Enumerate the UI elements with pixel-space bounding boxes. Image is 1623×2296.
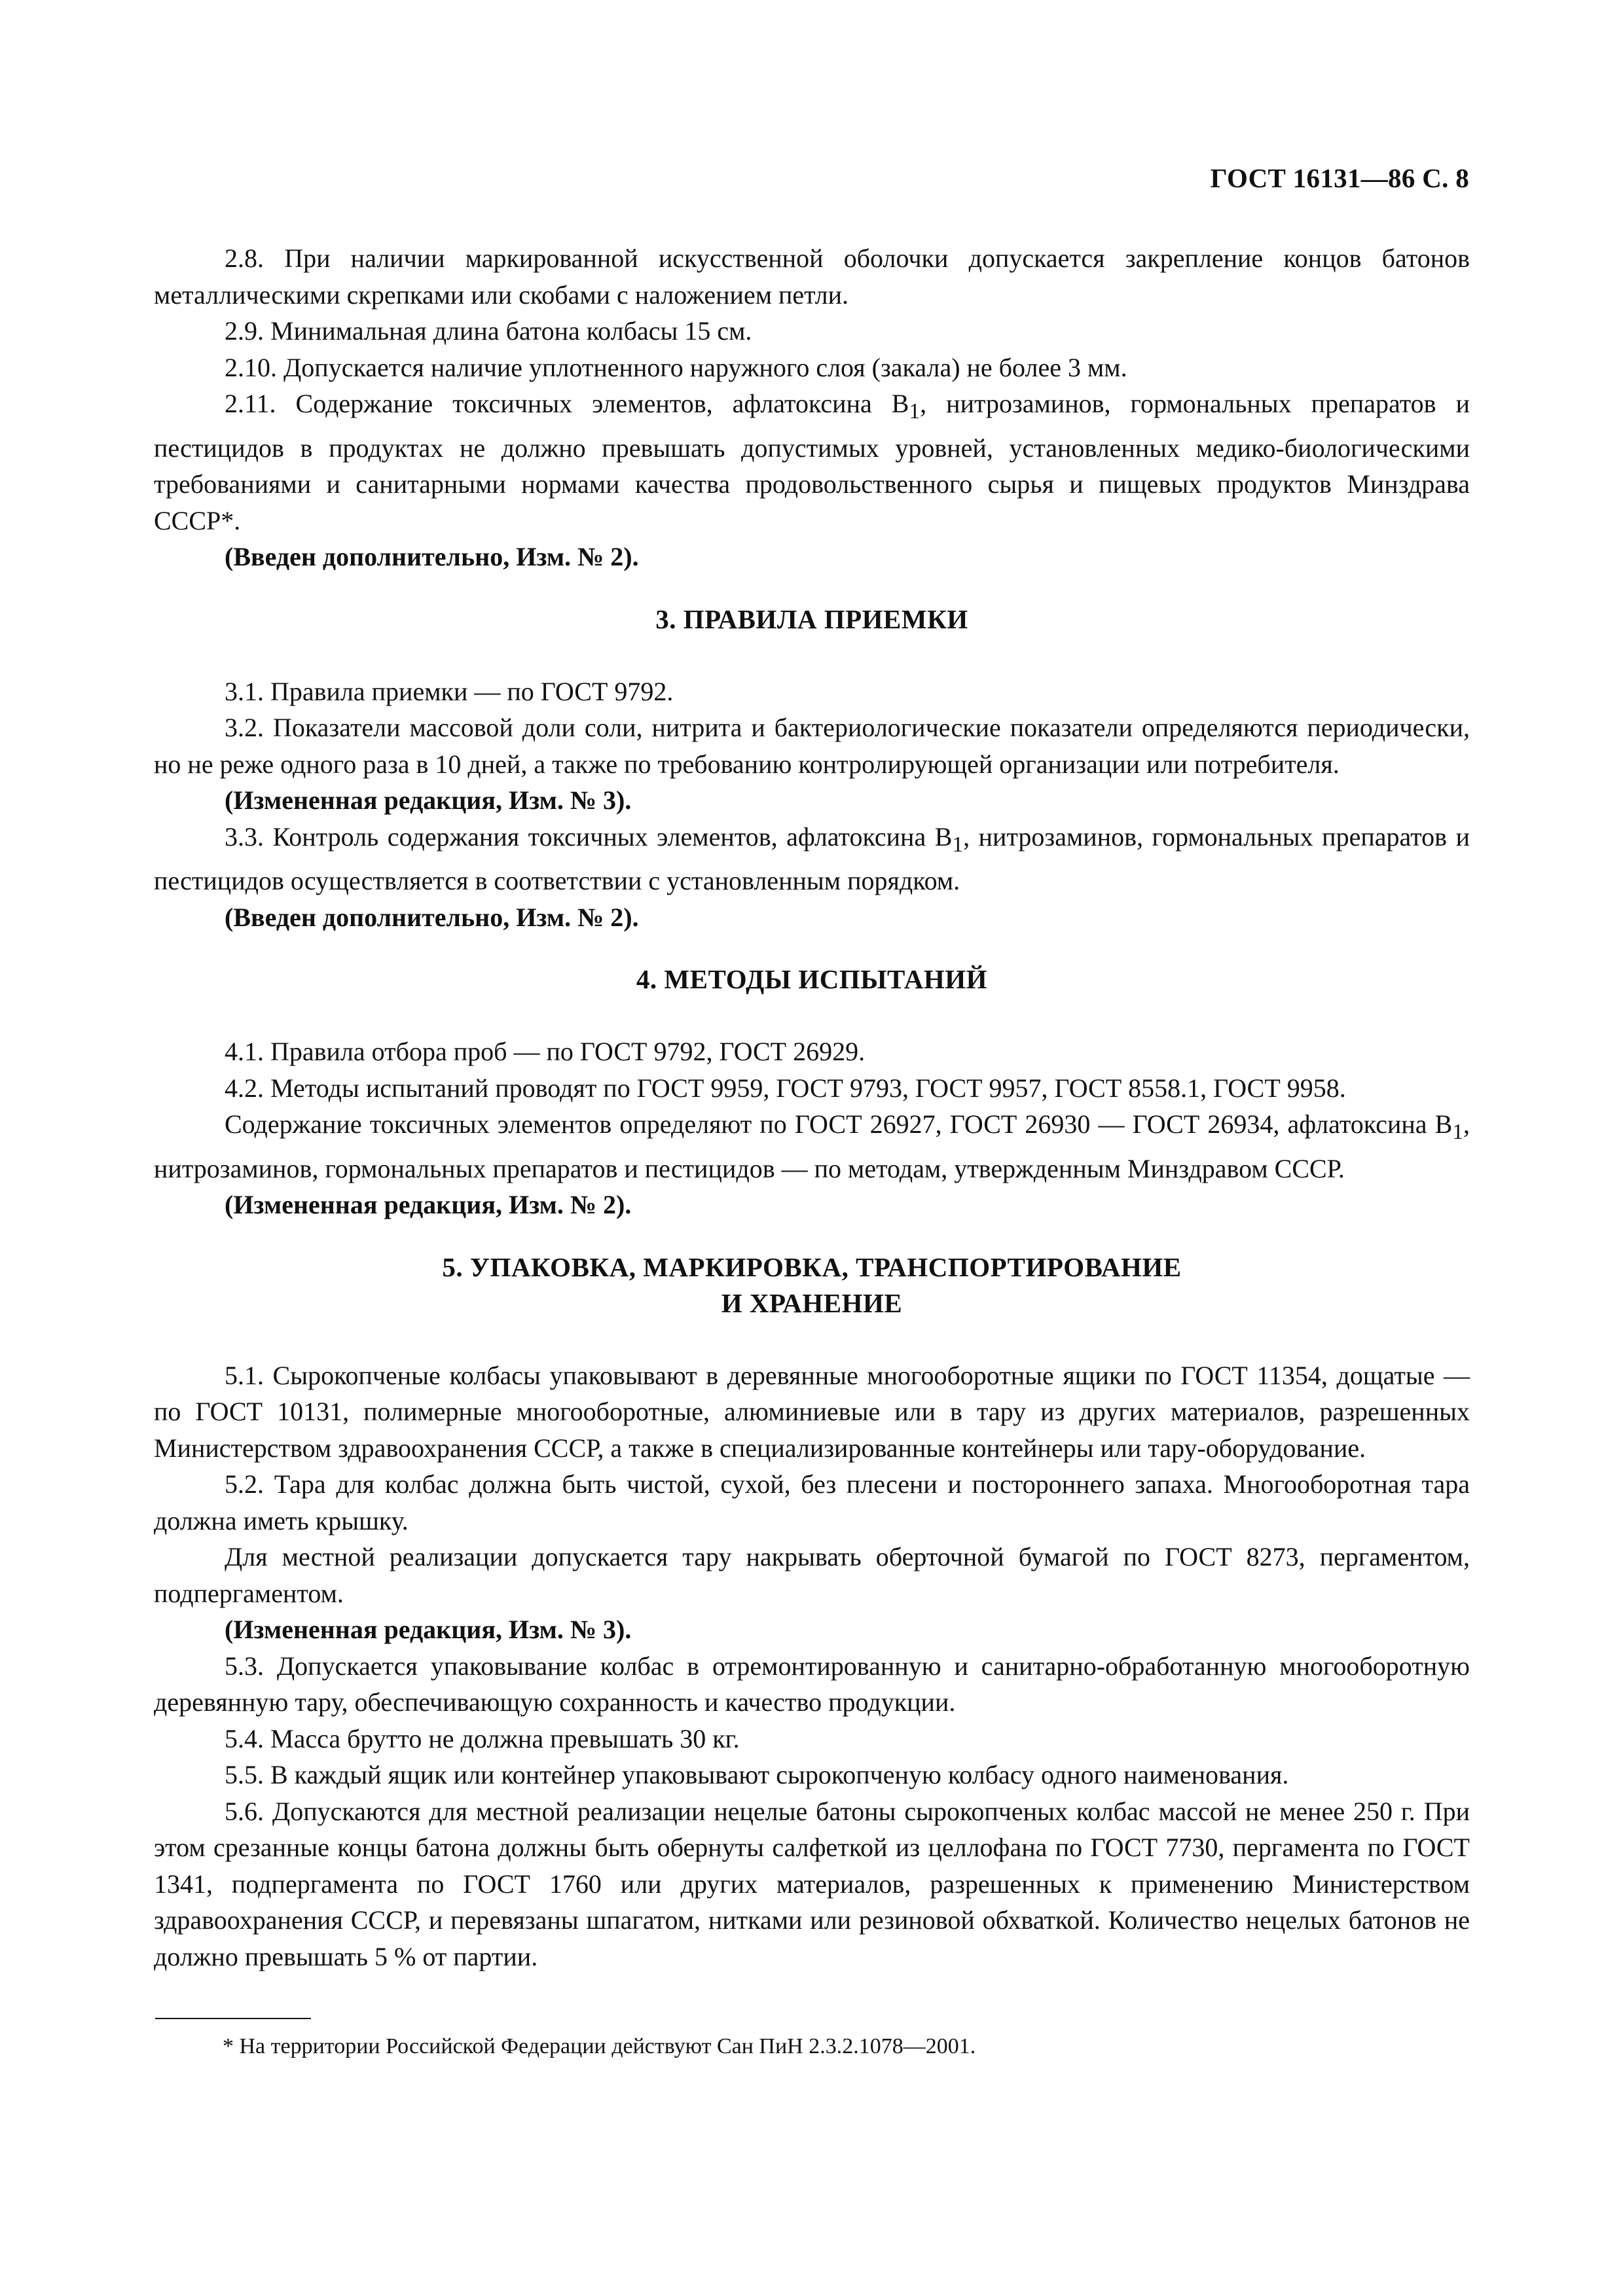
paragraph-4-2-toxic — [154, 1106, 1470, 1187]
paragraph-5-6: 5.6. Допускаются для местной реализации нецелые батоны сырокопченых колбас массой не менее 250 г. При этом срезанные концы батона должны быть обернуты салфеткой из целлофана по ГОСТ 7730, пергамента по ГОСТ 1341, подпергамента по ГОСТ 1760 или других материалов, разрешенных к применению Министерством здравоохранения СССР, и перевязаны шпагатом, нитками или резиновой обхваткой. Количество нецелых батонов не должно превышать 5 % от партии. — [154, 1796, 1470, 1971]
paragraph-3-3 — [154, 819, 1470, 899]
paragraph-2-11-part1: 2.11. Содержание токсичных элементов, афлатоксина B — [225, 389, 909, 418]
paragraph-5-5: 5.5. В каждый ящик или контейнер упаковывают сырокопченую колбасу одного наименования. — [225, 1760, 1289, 1789]
section-heading-5 — [154, 1249, 1470, 1321]
section-heading-5-line2: И ХРАНЕНИЕ — [721, 1287, 903, 1318]
paragraph-2-8: 2.8. При наличии маркированной искусственной оболочки допускается закрепление концов батонов металлическими скрепками или скобами с наложением петли. — [154, 243, 1470, 310]
paragraph-5-3: 5.3. Допускается упаковывание колбас в отремонтированную и санитарно-обработанную многооборотную деревянную тару, обеспечивающую сохранность и качество продукции. — [154, 1651, 1470, 1717]
paragraph-3-1: 3.1. Правила приемки — по ГОСТ 9792. — [225, 676, 674, 706]
paragraph-5-4: 5.4. Масса брутто не должна превышать 30 кг. — [225, 1723, 740, 1753]
footnote: * На территории Российской Федерации действуют Сан ПиН 2.3.2.1078—2001. — [223, 2034, 976, 2058]
amendment-note: (Измененная редакция, Изм. № 2). — [225, 1190, 632, 1219]
paragraph-5-1: 5.1. Сырокопченые колбасы упаковывают в деревянные многооборотные ящики по ГОСТ 11354, дощатые — по ГОСТ 10131, полимерные многооборотные, алюминиевые или в тару из других материалов, разрешенных Министерством здравоохранения СССР, а также в специализированные контейнеры или тару-оборудование. — [154, 1360, 1470, 1463]
subscript: 1 — [909, 399, 921, 423]
subscript: 1 — [952, 832, 964, 857]
paragraph-2-10: 2.10. Допускается наличие уплотненного наружного слоя (закала) не более 3 мм. — [225, 352, 1127, 382]
section-heading-5-line1: 5. УПАКОВКА, МАРКИРОВКА, ТРАНСПОРТИРОВАНИЕ — [442, 1251, 1182, 1282]
amendment-note: (Введен дополнительно, Изм. № 2). — [225, 902, 639, 932]
document-body — [154, 240, 1470, 1975]
paragraph-3-2: 3.2. Показатели массовой доли соли, нитрита и бактериологические показатели определяются периодически, но не реже одного раза в 10 дней, а также по требованию контролирующей организации или потребителя. — [154, 713, 1470, 779]
amendment-note: (Введен дополнительно, Изм. № 2). — [225, 542, 639, 571]
section-heading-3: 3. ПРАВИЛА ПРИЕМКИ — [655, 603, 968, 634]
paragraph-5-2: 5.2. Тара для колбас должна быть чистой, сухой, без плесени и постороннего запаха. Многооборотная тара должна иметь крышку. — [154, 1469, 1470, 1535]
amendment-note: (Измененная редакция, Изм. № 3). — [225, 785, 632, 815]
paragraph-4-2-toxic-part1: Содержание токсичных элементов определяют по ГОСТ 26927, ГОСТ 26930 — ГОСТ 26934, афлатоксина B — [225, 1109, 1453, 1139]
paragraph-2-11 — [154, 386, 1470, 539]
footnote-divider — [155, 2018, 311, 2019]
paragraph-2-11-part2: , нитрозаминов, гормональных препаратов и пестицидов в продуктах не должно превышать допустимых уровней, установленных медико-биологическими требованиями и санитарными нормами качества продовольственного сырья и пищевых продуктов Минздрава СССР*. — [154, 389, 1470, 535]
paragraph-2-9: 2.9. Минимальная длина батона колбасы 15 см. — [225, 316, 752, 346]
subscript: 1 — [1452, 1120, 1463, 1144]
amendment-note: (Измененная редакция, Изм. № 3). — [225, 1615, 632, 1644]
section-heading-4: 4. МЕТОДЫ ИСПЫТАНИЙ — [636, 964, 988, 994]
paragraph-5-2-local: Для местной реализации допускается тару накрывать оберточной бумагой по ГОСТ 8273, пергаментом, подпергаментом. — [154, 1542, 1470, 1608]
paragraph-4-1: 4.1. Правила отбора проб — по ГОСТ 9792, ГОСТ 26929. — [225, 1037, 866, 1066]
page-header: ГОСТ 16131—86 С. 8 — [1210, 163, 1469, 193]
paragraph-4-2: 4.2. Методы испытаний проводят по ГОСТ 9959, ГОСТ 9793, ГОСТ 9957, ГОСТ 8558.1, ГОСТ 9958. — [225, 1073, 1346, 1103]
paragraph-3-3-part2: , нитрозаминов, гормональных препаратов и пестицидов осуществляется в соответствии с установленным порядком. — [154, 821, 1470, 895]
paragraph-4-2-toxic-part2: , нитрозаминов, гормональных препаратов и пестицидов — по методам, утвержденным Минздравом СССР. — [154, 1109, 1470, 1183]
paragraph-3-3-part1: 3.3. Контроль содержания токсичных элементов, афлатоксина B — [225, 821, 953, 852]
